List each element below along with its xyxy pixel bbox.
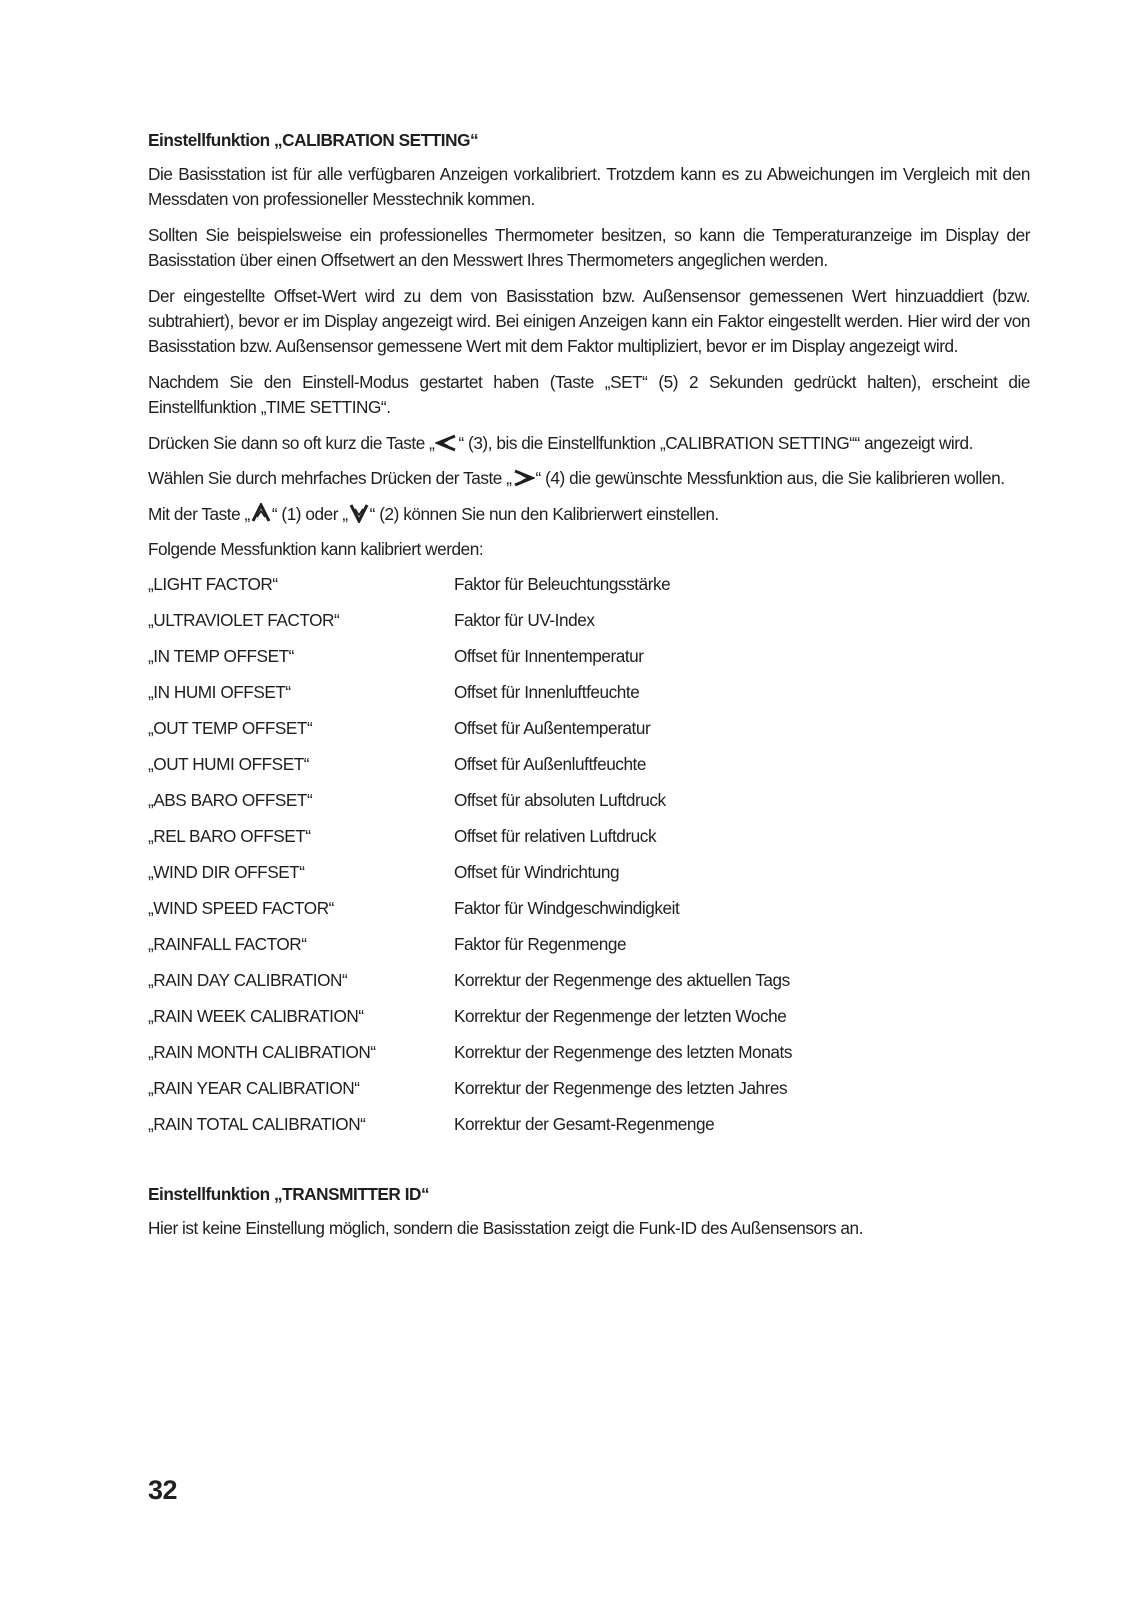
arrow-down-icon <box>349 503 369 523</box>
function-description: Korrektur der Regenmenge des aktuellen Tags <box>454 970 790 990</box>
function-description: Korrektur der Regenmenge der letzten Woche <box>454 1006 787 1026</box>
function-description: Faktor für Beleuchtungsstärke <box>454 574 671 594</box>
function-name: „RAIN DAY CALIBRATION“ <box>148 970 348 990</box>
function-name: „OUT TEMP OFFSET“ <box>148 718 313 738</box>
table-row <box>148 1040 1030 1076</box>
function-name: „LIGHT FACTOR“ <box>148 574 278 594</box>
text-fragment: Wählen Sie durch mehrfaches Drücken der Taste „ <box>148 468 512 488</box>
function-name: „RAIN TOTAL CALIBRATION“ <box>148 1114 366 1134</box>
paragraph-intro: Die Basisstation ist für alle verfügbaren Anzeigen vorkalibriert. Trotzdem kann es zu Abweichungen im Vergleich mit den Messdaten von professioneller Messtechnik kommen. <box>148 164 1030 209</box>
function-name: „OUT HUMI OFFSET“ <box>148 754 310 774</box>
function-name: „REL BARO OFFSET“ <box>148 826 311 846</box>
page-number: 32 <box>148 1475 178 1505</box>
arrow-right-icon <box>513 469 535 487</box>
section-heading-calibration: Einstellfunktion „CALIBRATION SETTING“ <box>148 130 479 150</box>
table-row <box>148 860 1030 896</box>
function-name: „WIND SPEED FACTOR“ <box>148 898 334 918</box>
function-name: „RAINFALL FACTOR“ <box>148 934 307 954</box>
text-fragment: Mit der Taste „ <box>148 504 250 524</box>
paragraph-set-mode: Nachdem Sie den Einstell-Modus gestartet haben (Taste „SET“ (5) 2 Sekunden gedrückt halten), erscheint die Einstellfunktion „TIME SETTING“. <box>148 372 1030 417</box>
function-description: Korrektur der Gesamt-Regenmenge <box>454 1114 715 1134</box>
function-description: Offset für Innenluftfeuchte <box>454 682 640 702</box>
function-name: „WIND DIR OFFSET“ <box>148 862 305 882</box>
function-name: „RAIN YEAR CALIBRATION“ <box>148 1078 360 1098</box>
paragraph-key-up-down <box>148 502 1030 527</box>
table-row <box>148 896 1030 932</box>
function-description: Korrektur der Regenmenge des letzten Jahres <box>454 1078 788 1098</box>
text-fragment: Drücken Sie dann so oft kurz die Taste „ <box>148 433 435 453</box>
function-description: Faktor für UV-Index <box>454 610 595 630</box>
calibration-table <box>148 572 1030 1148</box>
table-row <box>148 968 1030 1004</box>
arrow-left-icon <box>435 434 457 452</box>
function-description: Offset für Innentemperatur <box>454 646 644 666</box>
table-row <box>148 824 1030 860</box>
function-description: Offset für relativen Luftdruck <box>454 826 657 846</box>
text-fragment: “ (2) können Sie nun den Kalibrierwert einstellen. <box>369 504 719 524</box>
function-name: „RAIN MONTH CALIBRATION“ <box>148 1042 376 1062</box>
function-name: „IN HUMI OFFSET“ <box>148 682 291 702</box>
paragraph-transmitter: Hier ist keine Einstellung möglich, sondern die Basisstation zeigt die Funk-ID des Außensensors an. <box>148 1218 863 1238</box>
paragraph-key-left <box>148 431 1030 456</box>
table-row <box>148 572 1030 608</box>
function-description: Faktor für Windgeschwindigkeit <box>454 898 680 918</box>
table-row <box>148 932 1030 968</box>
table-row <box>148 680 1030 716</box>
text-fragment: “ (1) oder „ <box>271 504 348 524</box>
paragraph-list-intro: Folgende Messfunktion kann kalibriert werden: <box>148 539 484 559</box>
function-name: „IN TEMP OFFSET“ <box>148 646 294 666</box>
table-row <box>148 1112 1030 1148</box>
table-row <box>148 644 1030 680</box>
table-row <box>148 716 1030 752</box>
arrow-up-icon <box>251 503 271 523</box>
function-name: „ABS BARO OFFSET“ <box>148 790 313 810</box>
function-name: „RAIN WEEK CALIBRATION“ <box>148 1006 364 1026</box>
page-content <box>148 128 1030 1252</box>
table-row <box>148 608 1030 644</box>
paragraph-offset: Der eingestellte Offset-Wert wird zu dem von Basisstation bzw. Außensensor gemessenen Wert hinzuaddiert (bzw. subtrahiert), bevor er im Display angezeigt wird. Bei einigen Anzeigen kann ein Faktor eingestellt werden. Hier wird der von Basisstation bzw. Außensensor gemessene Wert mit dem Faktor multipliziert, bevor er im Display angezeigt wird. <box>148 286 1030 356</box>
table-row <box>148 788 1030 824</box>
function-description: Faktor für Regenmenge <box>454 934 627 954</box>
paragraph-key-right <box>148 466 1030 491</box>
function-description: Offset für Windrichtung <box>454 862 620 882</box>
function-description: Offset für Außenluftfeuchte <box>454 754 646 774</box>
function-description: Offset für Außentemperatur <box>454 718 651 738</box>
paragraph-thermometer: Sollten Sie beispielsweise ein professionelles Thermometer besitzen, so kann die Temperaturanzeige im Display der Basisstation über einen Offsetwert an den Messwert Ihres Thermometers angeglichen werden. <box>148 225 1030 270</box>
function-description: Offset für absoluten Luftdruck <box>454 790 666 810</box>
function-description: Korrektur der Regenmenge des letzten Monats <box>454 1042 792 1062</box>
function-name: „ULTRAVIOLET FACTOR“ <box>148 610 340 630</box>
text-fragment: “ (4) die gewünschte Messfunktion aus, die Sie kalibrieren wollen. <box>535 468 1005 488</box>
table-row <box>148 752 1030 788</box>
table-row <box>148 1076 1030 1112</box>
section-heading-transmitter: Einstellfunktion „TRANSMITTER ID“ <box>148 1184 430 1204</box>
text-fragment: “ (3), bis die Einstellfunktion „CALIBRATION SETTING““ angezeigt wird. <box>458 433 973 453</box>
table-row <box>148 1004 1030 1040</box>
